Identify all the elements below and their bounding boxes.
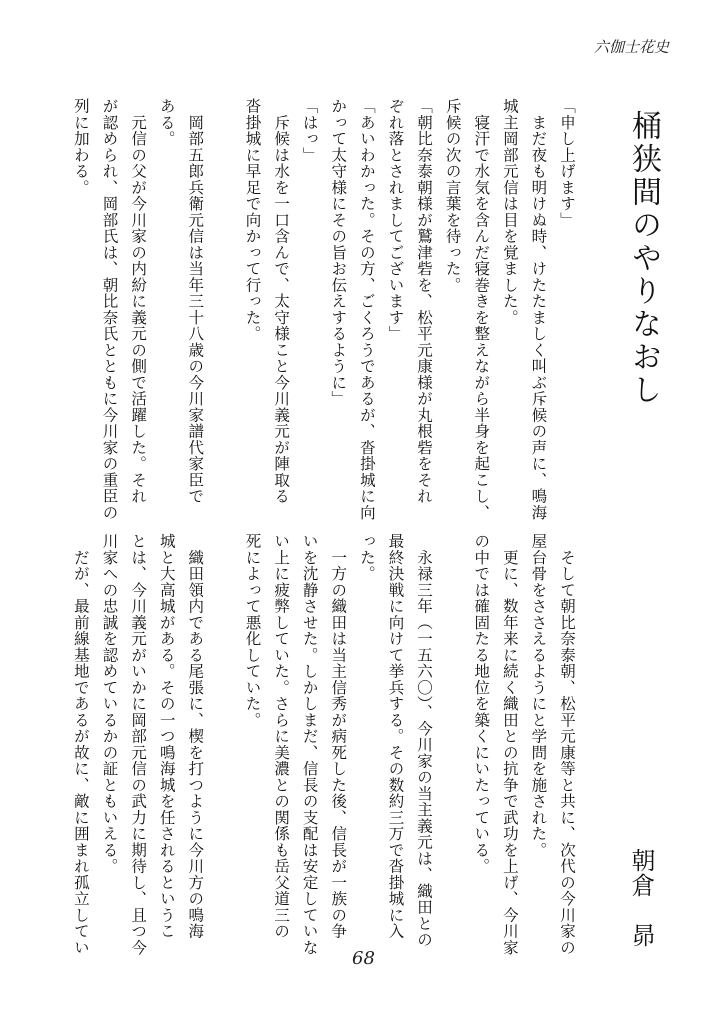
text-column: 列に加わる。 (71, 98, 90, 196)
author-name: 朝倉 昴 (627, 848, 655, 948)
text-column: 一方の織田は当主信秀が病死した後、信長が一族の争 (329, 533, 348, 940)
text-column: い上に疲弊していた。さらに美濃との関係も岳父道三の (272, 533, 291, 940)
text-column: とは、今川義元がいかに岡部元信の武力に期待し、且つ今 (129, 533, 148, 956)
text-column (209, 533, 238, 956)
text-column: ぞれ落とされましてございます」 (386, 98, 405, 342)
text-column: 斥候は水を一口含んで、太守様こと今川義元が陣取る (272, 98, 291, 505)
page-number: 68 (352, 948, 375, 969)
text-column: が認められ、岡部氏は、朝比奈氏とともに今川家の重臣の (100, 98, 119, 521)
text-column: 「あいわかった。その方、ごくろうであるが、沓掛城に向 (357, 98, 376, 521)
text-column: 屋台骨をささえるようにと学問を施された。 (529, 533, 548, 858)
text-column: 城と大高城がある。その一つ鳴海城を任されるというこ (157, 533, 176, 940)
text-column: の中では確固たる地位を築くにいたっている。 (472, 533, 491, 875)
text-column: ある。 (157, 98, 176, 147)
text-column: 死によって悪化していた。 (243, 533, 262, 728)
text-column: 最終決戦に向けて挙兵する。その数約三万で沓掛城に入 (386, 533, 405, 940)
text-column: 寝汗で水気を含んだ寝巻きを整えながら半身を起こし、 (472, 98, 491, 521)
lower-text-block (66, 533, 581, 956)
text-column (209, 98, 238, 521)
text-column: 織田領内である尾張に、楔を打つように今川方の鳴海 (186, 533, 205, 940)
running-header: 六伽士花史 (593, 38, 669, 56)
text-column: 城主岡部元信は目を覚ました。 (500, 98, 519, 326)
text-column: 川家への忠誠を認めているかの証ともいえる。 (100, 533, 119, 875)
text-column: だが、最前線基地であるが故に、敵に囲まれ孤立してい (71, 533, 90, 956)
text-column: 「はっ」 (300, 98, 319, 163)
upper-text-block (66, 98, 581, 521)
text-column: 岡部五郎兵衛元信は当年三十八歳の今川家譜代家臣で (186, 98, 205, 505)
text-column: 沓掛城に早足で向かって行った。 (243, 98, 262, 342)
text-column: いを沈静させた。しかしまだ、信長の支配は安定していな (300, 533, 319, 956)
chapter-title: 桶狭間のやりなおし (626, 110, 661, 407)
text-column: かって太守様にその旨お伝えするように」 (329, 98, 348, 407)
text-column: 斥候の次の言葉を待った。 (443, 98, 462, 293)
text-column: そして朝比奈泰朝、松平元康等と共に、次代の今川家の (558, 533, 576, 956)
text-column: まだ夜も明けぬ時、けたたましく叫ぶ斥候の声に、鳴海 (529, 98, 548, 521)
text-column: 永禄三年（一五六〇）、今川家の当主義元は、織田との (415, 533, 434, 948)
text-column: 元信の父が今川家の内紛に義元の側で活躍した。それ (129, 98, 148, 505)
text-column: った。 (357, 533, 376, 582)
text-column (438, 533, 467, 956)
text-column: 更に、数年来に続く織田との抗争で武功を上げ、今川家 (500, 533, 519, 956)
text-column: 「朝比奈泰朝様が鷲津砦を、松平元康様が丸根砦をそれ (415, 98, 434, 505)
text-column: 「申し上げます」 (558, 98, 576, 228)
